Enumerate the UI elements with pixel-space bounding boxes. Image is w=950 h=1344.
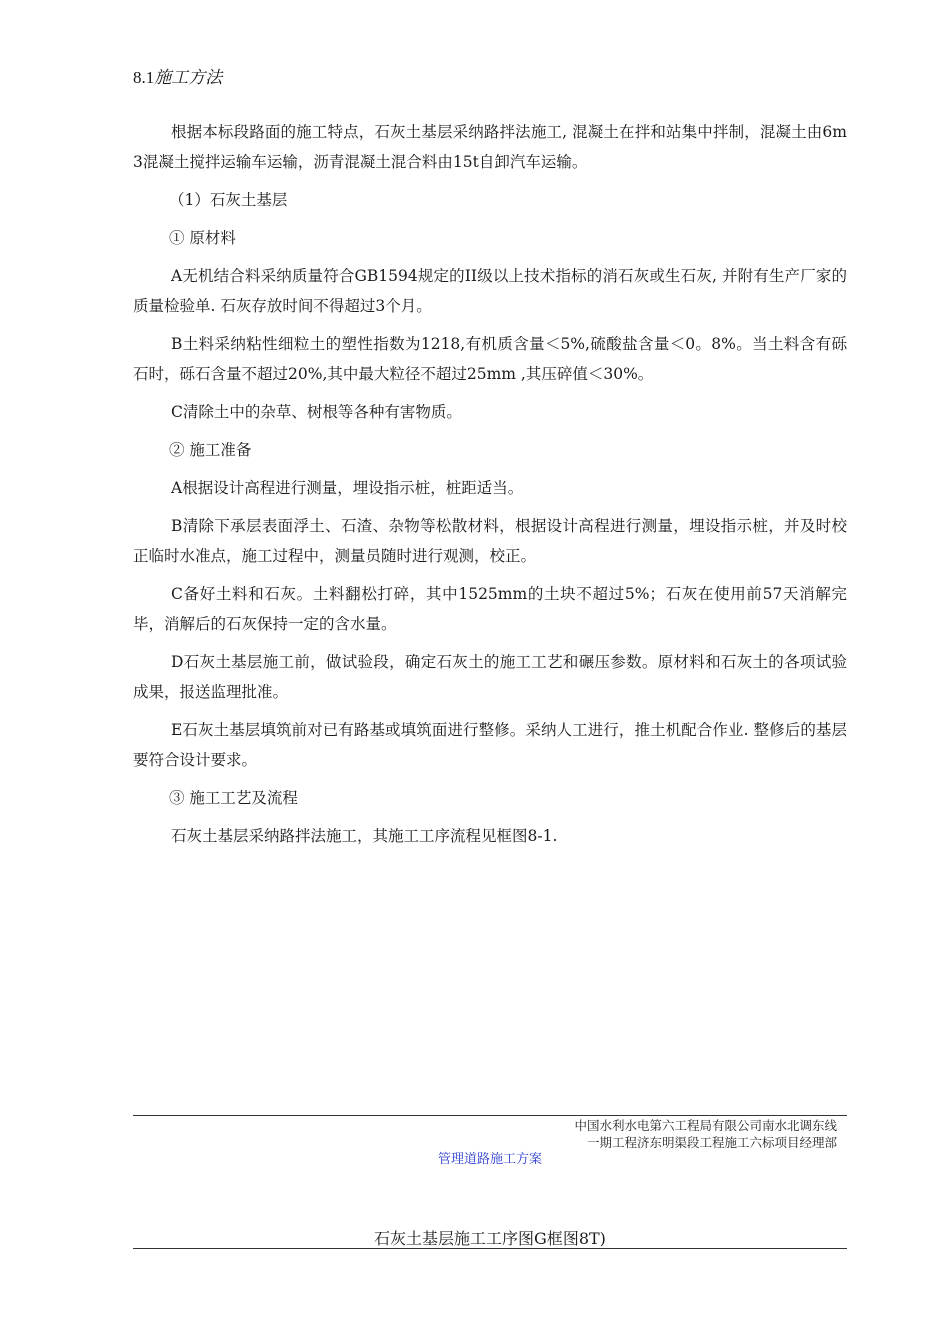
subsection-heading-lime-soil-base: （1）石灰土基层 <box>169 191 288 209</box>
caption-underline <box>133 1248 847 1249</box>
body-text <box>133 117 847 859</box>
paragraph-raw-material-b: B土料采纳粘性细粒土的塑性指数为1218,有机质含量＜5%,硫酸盐含量＜0。8%。当土料含有砾石时，砾石含量不超过20%,其中最大粒径不超过25mm ,其压碎值＜30%。 <box>133 335 847 383</box>
section-heading <box>133 66 222 90</box>
section-title: 施工方法 <box>154 68 223 88</box>
paragraph-preparation-d: D石灰土基层施工前，做试验段，确定石灰土的施工工艺和碾压参数。原材料和石灰土的各项试验成果，报送监理批准。 <box>133 653 847 701</box>
footer-org-line-1: 中国水利水电第六工程局有限公司南水北调东线 <box>574 1118 837 1133</box>
paragraph-process: 石灰土基层采纳路拌法施工，其施工工序流程见框图8-1. <box>171 827 558 845</box>
paragraph-preparation-c: C备好土料和石灰。土料翻松打碎，其中1525mm的土块不超过5%；石灰在使用前57天消解完毕，消解后的石灰保持一定的含水量。 <box>133 585 847 633</box>
section-number: 8.1 <box>133 68 155 87</box>
footer-document-title[interactable]: 管理道路施工方案 <box>437 1152 542 1167</box>
paragraph-preparation-b: B清除下承层表面浮土、石渣、杂物等松散材料，根据设计高程进行测量，埋设指示桩，并及时校正临时水准点，施工过程中，测量员随时进行观测，校正。 <box>133 517 847 565</box>
footer-org-line-2: 一期工程济东明渠段工程施工六标项目经理部 <box>586 1135 837 1150</box>
item-heading-process: ③ 施工工艺及流程 <box>169 789 298 807</box>
paragraph-raw-material-a: A无机结合料采纳质量符合GB1594规定的II级以上技术指标的消石灰或生石灰, 并附有生产厂家的质量检验单. 石灰存放时间不得超过3个月。 <box>133 267 847 315</box>
paragraph-preparation-e: E石灰土基层填筑前对已有路基或填筑面进行整修。采纳人工进行，推土机配合作业. 整修后的基层要符合设计要求。 <box>133 721 847 769</box>
paragraph-preparation-a: A根据设计高程进行测量，埋设指示桩，桩距适当。 <box>171 479 524 497</box>
item-heading-preparation: ② 施工准备 <box>169 441 252 459</box>
item-heading-raw-materials: ① 原材料 <box>169 229 236 247</box>
footer-divider <box>133 1115 847 1116</box>
paragraph-raw-material-c: C清除土中的杂草、树根等各种有害物质。 <box>171 403 462 421</box>
intro-paragraph: 根据本标段路面的施工特点，石灰土基层采纳路拌法施工, 混凝土在拌和站集中拌制，混凝土由6m 3混凝土搅拌运输车运输，沥青混凝土混合料由15t自卸汽车运输。 <box>133 123 847 171</box>
footer-organization <box>574 1117 837 1151</box>
figure-caption: 石灰土基层施工工序图G框图8T) <box>374 1229 606 1248</box>
